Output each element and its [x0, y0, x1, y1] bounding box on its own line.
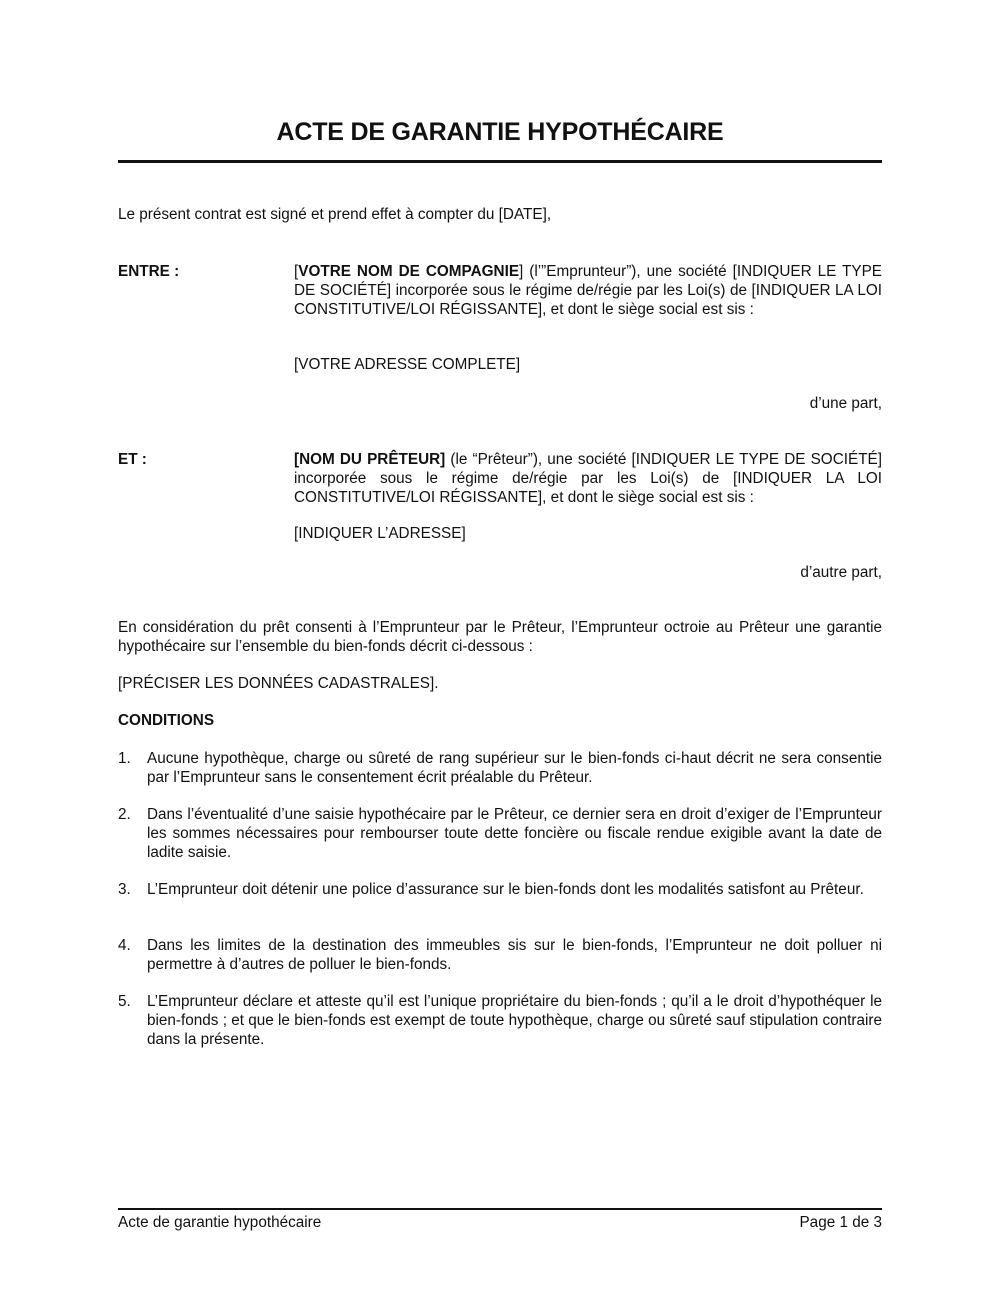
- document-page: [118, 0, 882, 1290]
- document-title: ACTE DE GARANTIE HYPOTHÉCAIRE: [276, 118, 724, 146]
- lender-description: (le “Prêteur”), une société [INDIQUER LE TYPE DE SOCIÉTÉ] incorporée sous le régime de/régie par les Loi(s) de [INDIQUER LA LOI CONSTITUTIVE/LOI RÉGISSANTE], et dont le siège social est sis :: [294, 451, 882, 506]
- borrower-closing: d’une part,: [809, 395, 882, 412]
- lender-name: [NOM DU PRÊTEUR]: [294, 451, 446, 468]
- cadastral-placeholder: [PRÉCISER LES DONNÉES CADASTRALES].: [118, 675, 439, 692]
- borrower-address: [VOTRE ADRESSE COMPLETE]: [294, 356, 521, 373]
- consideration-paragraph: En considération du prêt consenti à l’Emprunteur par le Prêteur, l’Emprunteur octroie au Prêteur une garantie hypothécaire sur l’ensemble du bien-fonds décrit ci-dessous :: [118, 619, 882, 655]
- party-description-lender: [294, 450, 882, 507]
- footer-document-name: Acte de garantie hypothécaire: [118, 1214, 322, 1231]
- borrower-name: VOTRE NOM DE COMPAGNIE: [298, 263, 520, 280]
- party-label-et: ET :: [118, 451, 147, 468]
- party-description-borrower: [294, 262, 882, 319]
- bracket-open: [: [294, 263, 299, 280]
- condition-text: L’Emprunteur doit détenir une police d’assurance sur le bien-fonds dont les modalités satisfont au Prêteur.: [147, 881, 864, 898]
- footer-divider: [118, 1208, 882, 1210]
- party-label-entre: ENTRE :: [118, 263, 180, 280]
- condition-number: 4.: [118, 937, 131, 954]
- condition-text: L’Emprunteur déclare et atteste qu’il est l’unique propriétaire du bien-fonds ; qu’il a le droit d’hypothéquer le bien-fonds ; et que le bien-fonds est exempt de toute hypothèque, charge ou sûreté sauf stipulation contraire dans la présente.: [147, 993, 882, 1048]
- conditions-heading: CONDITIONS: [118, 712, 215, 729]
- condition-number: 2.: [118, 806, 131, 823]
- condition-text: Dans l’éventualité d’une saisie hypothécaire par le Prêteur, ce dernier sera en droit d’exiger de l’Emprunteur les sommes nécessaires pour rembourser toute dette foncière ou fiscale rendue exigible avant la date de ladite saisie.: [147, 806, 882, 861]
- title-divider: [118, 160, 882, 163]
- condition-text: Dans les limites de la destination des immeubles sis sur le bien-fonds, l’Emprunteur ne doit polluer ni permettre à d’autres de polluer le bien-fonds.: [147, 937, 882, 973]
- borrower-description: (l’”Emprunteur”), une société [INDIQUER LE TYPE DE SOCIÉTÉ] incorporée sous le régime de/régie par les Loi(s) de [INDIQUER LA LOI CONSTITUTIVE/LOI RÉGISSANTE], et dont le siège social est sis :: [294, 263, 882, 318]
- condition-text: Aucune hypothèque, charge ou sûreté de rang supérieur sur le bien-fonds ci-haut décrit ne sera consentie par l’Emprunteur sans le consentement écrit préalable du Prêteur.: [147, 750, 882, 786]
- condition-number: 5.: [118, 993, 131, 1010]
- lender-address: [INDIQUER L’ADRESSE]: [294, 525, 466, 542]
- intro-paragraph: Le présent contrat est signé et prend effet à compter du [DATE],: [118, 206, 552, 223]
- condition-number: 1.: [118, 750, 131, 767]
- condition-number: 3.: [118, 881, 131, 898]
- footer-page-number: Page 1 de 3: [799, 1214, 882, 1231]
- bracket-close: ]: [519, 263, 524, 280]
- lender-closing: d’autre part,: [800, 564, 882, 581]
